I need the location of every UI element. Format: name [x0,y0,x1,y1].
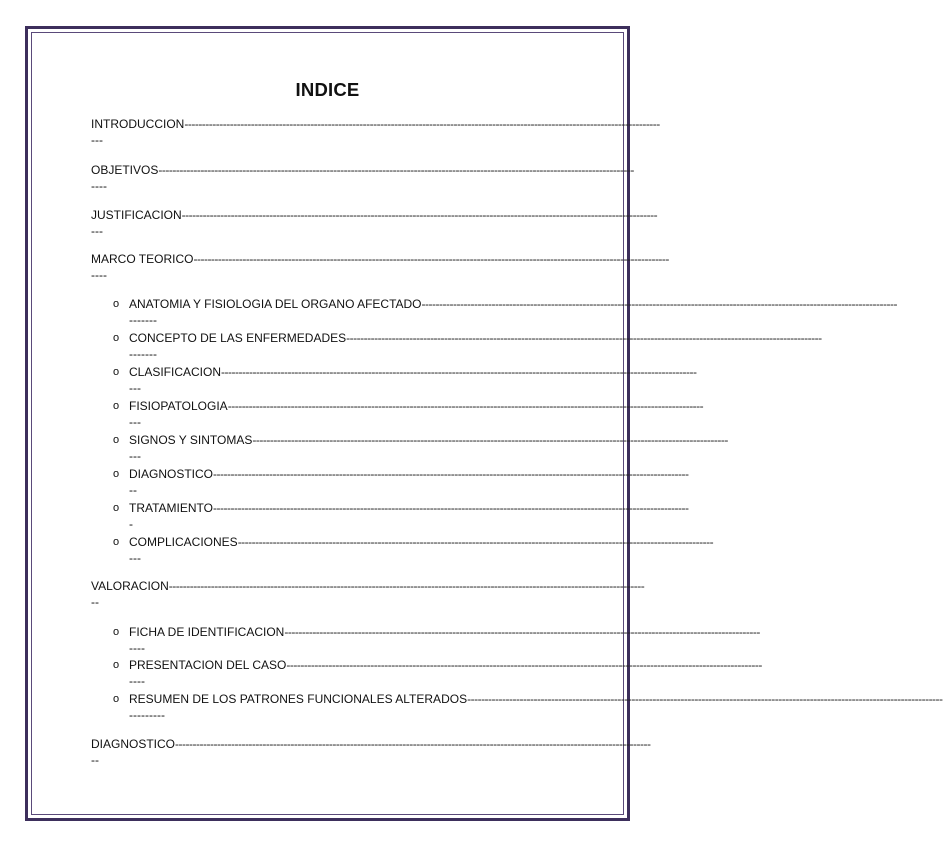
toc-subentry-resumen [113,692,943,724]
toc-entry-diagnostico [91,737,651,769]
toc-subentry-fisiopatologia [113,399,704,431]
toc-entry-label: PRESENTACION DEL CASO [129,658,287,672]
toc-entry-marco-teorico [91,252,669,284]
bullet-marker: o [113,468,120,480]
dot-leader: ---------------------------------------------------------------------------------------------------------------------------------------- [346,331,822,345]
toc-entry-valoracion [91,579,645,611]
dot-leader: ---------------------------------------------------------------------------------------------------------------------------------------- [158,163,634,177]
bullet-marker: o [113,434,120,446]
dot-leader-continuation: -- [91,753,99,767]
toc-entry-label: VALORACION [91,579,169,593]
dot-leader: ---------------------------------------------------------------------------------------------------------------------------------------- [213,501,689,515]
bullet-marker: o [113,400,120,412]
dot-leader: ---------------------------------------------------------------------------------------------------------------------------------------- [286,658,762,672]
page-title: INDICE [295,79,360,100]
toc-subentry-clasificacion [113,365,697,397]
dot-leader-continuation: --- [129,449,141,463]
toc-entry-label: DIAGNOSTICO [91,737,176,751]
toc-subentry-anatomia [113,297,897,329]
toc-entry-justificacion [91,208,658,240]
dot-leader-continuation: -- [91,595,99,609]
dot-leader-continuation: --- [91,224,103,238]
toc-entry-introduccion [91,117,660,149]
bullet-marker: o [113,332,120,344]
bullet-marker: o [113,298,120,310]
dot-leader-continuation: ---- [91,268,107,282]
toc-entry-label: TRATAMIENTO [129,501,213,515]
dot-leader: ---------------------------------------------------------------------------------------------------------------------------------------- [421,297,897,311]
dot-leader: ---------------------------------------------------------------------------------------------------------------------------------------- [181,208,658,222]
toc-entry-label: DIAGNOSTICO [129,467,214,481]
toc-entry-label: FISIOPATOLOGIA [129,399,228,413]
dot-leader: ---------------------------------------------------------------------------------------------------------------------------------------- [184,117,660,131]
toc-subentry-complicaciones [113,535,714,567]
dot-leader-continuation: - [129,517,133,531]
dot-leader-continuation: --- [91,133,103,147]
dot-leader: ---------------------------------------------------------------------------------------------------------------------------------------- [213,467,689,481]
dot-leader-continuation: ---- [129,674,145,688]
toc-entry-label: SIGNOS Y SINTOMAS [129,433,253,447]
toc-entry-label: COMPLICACIONES [129,535,238,549]
bullet-marker: o [113,502,120,514]
dot-leader-continuation: -- [129,483,137,497]
dot-leader-continuation: --- [129,415,141,429]
dot-leader-continuation: --------- [129,708,165,722]
dot-leader: ---------------------------------------------------------------------------------------------------------------------------------------- [193,252,669,266]
dot-leader-continuation: --- [129,381,141,395]
dot-leader-continuation: ---- [129,641,145,655]
toc-subentry-concepto [113,331,822,363]
dot-leader-continuation: ------- [129,347,157,361]
toc-entry-label: CLASIFICACION [129,365,222,379]
dot-leader-continuation: ------- [129,313,157,327]
dot-leader: ---------------------------------------------------------------------------------------------------------------------------------------- [175,737,651,751]
toc-subentry-ficha [113,625,760,657]
toc-entry-label: OBJETIVOS [91,163,159,177]
dot-leader: ---------------------------------------------------------------------------------------------------------------------------------------- [221,365,697,379]
bullet-marker: o [113,536,120,548]
dot-leader: ---------------------------------------------------------------------------------------------------------------------------------------- [168,579,645,593]
toc-entry-objetivos [91,163,634,195]
toc-subentry-tratamiento [113,501,689,533]
toc-subentry-diagnostico [113,467,689,499]
toc-subentry-presentacion [113,658,762,690]
dot-leader-continuation: --- [129,551,141,565]
dot-leader-continuation: ---- [91,179,107,193]
toc-entry-label: CONCEPTO DE LAS ENFERMEDADES [129,331,347,345]
dot-leader: ---------------------------------------------------------------------------------------------------------------------------------------- [284,625,760,639]
toc-entry-label: ANATOMIA Y FISIOLOGIA DEL ORGANO AFECTADO [129,297,422,311]
toc-entry-label: INTRODUCCION [91,117,185,131]
dot-leader: ---------------------------------------------------------------------------------------------------------------------------------------- [467,692,943,706]
bullet-marker: o [113,626,120,638]
toc-entry-label: MARCO TEORICO [91,252,194,266]
dot-leader: ---------------------------------------------------------------------------------------------------------------------------------------- [227,399,704,413]
bullet-marker: o [113,659,120,671]
toc-subentry-signos [113,433,728,465]
toc-entry-label: RESUMEN DE LOS PATRONES FUNCIONALES ALTERADOS [129,692,468,706]
dot-leader: ---------------------------------------------------------------------------------------------------------------------------------------- [252,433,728,447]
toc-entry-label: JUSTIFICACION [91,208,182,222]
bullet-marker: o [113,693,120,705]
bullet-marker: o [113,366,120,378]
toc-entry-label: FICHA DE IDENTIFICACION [129,625,285,639]
dot-leader: ---------------------------------------------------------------------------------------------------------------------------------------- [237,535,714,549]
